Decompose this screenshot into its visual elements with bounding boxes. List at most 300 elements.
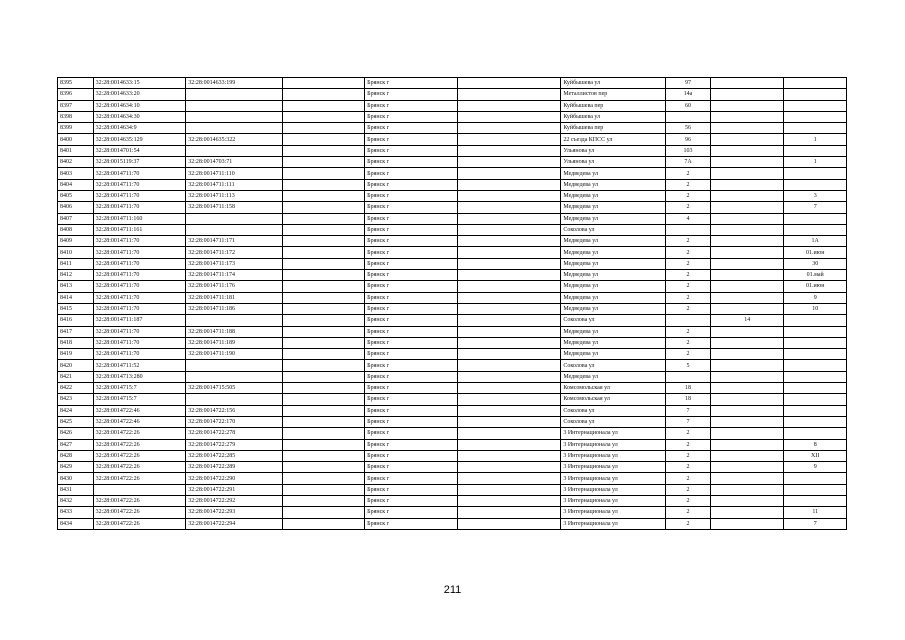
row-number-cell: 8410 xyxy=(58,247,94,258)
empty-cell xyxy=(283,270,365,281)
apartment-cell: 7 xyxy=(784,202,847,213)
building-cell xyxy=(711,134,784,145)
building-cell xyxy=(711,281,784,292)
house-number-cell xyxy=(665,224,710,235)
empty-cell xyxy=(457,134,560,145)
linked-cadastral-number-cell: 32:28:0014722:170 xyxy=(186,416,283,427)
empty-cell xyxy=(283,416,365,427)
city-cell: Брянск г xyxy=(365,416,458,427)
row-number-cell: 8397 xyxy=(58,100,94,111)
linked-cadastral-number-cell: 32:28:0014711:188 xyxy=(186,326,283,337)
apartment-cell xyxy=(784,213,847,224)
house-number-cell: 2 xyxy=(665,439,710,450)
empty-cell xyxy=(457,78,560,89)
building-cell xyxy=(711,145,784,156)
page-number: 211 xyxy=(443,584,462,596)
house-number-cell: 2 xyxy=(665,428,710,439)
building-cell xyxy=(711,100,784,111)
building-cell xyxy=(711,270,784,281)
row-number-cell: 8434 xyxy=(58,518,94,529)
empty-cell xyxy=(457,303,560,314)
empty-cell xyxy=(457,100,560,111)
empty-cell xyxy=(457,89,560,100)
cadastral-number-cell: 32:28:0014722:26 xyxy=(93,495,186,506)
house-number-cell: 7 xyxy=(665,416,710,427)
empty-cell xyxy=(283,495,365,506)
apartment-cell: 9 xyxy=(784,462,847,473)
empty-cell xyxy=(283,168,365,179)
house-number-cell: 4 xyxy=(665,213,710,224)
building-cell xyxy=(711,190,784,201)
linked-cadastral-number-cell: 32:28:0014722:292 xyxy=(186,495,283,506)
table-row xyxy=(58,371,847,382)
apartment-cell: 3 xyxy=(784,190,847,201)
empty-cell xyxy=(457,349,560,360)
empty-cell xyxy=(457,145,560,156)
empty-cell xyxy=(283,145,365,156)
apartment-cell xyxy=(784,326,847,337)
apartment-cell: 1 xyxy=(784,134,847,145)
apartment-cell: 7 xyxy=(784,518,847,529)
empty-cell xyxy=(457,190,560,201)
linked-cadastral-number-cell: 32:28:0014722:285 xyxy=(186,450,283,461)
empty-cell xyxy=(283,213,365,224)
street-cell: Соколова ул xyxy=(561,360,666,371)
cadastral-number-cell: 32:28:0014711:70 xyxy=(93,202,186,213)
linked-cadastral-number-cell xyxy=(186,371,283,382)
empty-cell xyxy=(457,462,560,473)
apartment-cell: 30 xyxy=(784,258,847,269)
empty-cell xyxy=(457,484,560,495)
building-cell xyxy=(711,213,784,224)
linked-cadastral-number-cell xyxy=(186,213,283,224)
cadastral-number-cell: 32:28:0014722:26 xyxy=(93,507,186,518)
building-cell xyxy=(711,179,784,190)
apartment-cell xyxy=(784,405,847,416)
street-cell: Комсомольская ул xyxy=(561,383,666,394)
row-number-cell: 8396 xyxy=(58,89,94,100)
linked-cadastral-number-cell: 32:28:0014722:279 xyxy=(186,439,283,450)
row-number-cell: 8419 xyxy=(58,349,94,360)
empty-cell xyxy=(457,315,560,326)
city-cell: Брянск г xyxy=(365,360,458,371)
street-cell: Куйбышева пер xyxy=(561,123,666,134)
street-cell: 3 Интернационала ул xyxy=(561,473,666,484)
empty-cell xyxy=(457,157,560,168)
city-cell: Брянск г xyxy=(365,202,458,213)
registry-table-body xyxy=(58,78,847,530)
linked-cadastral-number-cell: 32:28:0014722:294 xyxy=(186,518,283,529)
city-cell: Брянск г xyxy=(365,168,458,179)
street-cell: Медведева ул xyxy=(561,371,666,382)
cadastral-number-cell: 32:28:0014722:26 xyxy=(93,473,186,484)
city-cell: Брянск г xyxy=(365,145,458,156)
building-cell xyxy=(711,157,784,168)
street-cell: Медведева ул xyxy=(561,236,666,247)
street-cell: Медведева ул xyxy=(561,258,666,269)
city-cell: Брянск г xyxy=(365,224,458,235)
empty-cell xyxy=(457,111,560,122)
row-number-cell: 8404 xyxy=(58,179,94,190)
city-cell: Брянск г xyxy=(365,394,458,405)
city-cell: Брянск г xyxy=(365,134,458,145)
cadastral-number-cell: 32:28:0014634:10 xyxy=(93,100,186,111)
street-cell: Медведева ул xyxy=(561,190,666,201)
house-number-cell: 2 xyxy=(665,473,710,484)
building-cell xyxy=(711,383,784,394)
apartment-cell: 10 xyxy=(784,303,847,314)
empty-cell xyxy=(457,258,560,269)
empty-cell xyxy=(457,405,560,416)
city-cell: Брянск г xyxy=(365,213,458,224)
apartment-cell xyxy=(784,383,847,394)
building-cell xyxy=(711,473,784,484)
empty-cell xyxy=(457,202,560,213)
table-row xyxy=(58,89,847,100)
building-cell xyxy=(711,292,784,303)
empty-cell xyxy=(283,89,365,100)
house-number-cell: 2 xyxy=(665,247,710,258)
street-cell: 3 Интернационала ул xyxy=(561,462,666,473)
empty-cell xyxy=(283,292,365,303)
cadastral-number-cell: 32:28:0014635:129 xyxy=(93,134,186,145)
cadastral-number-cell: 32:28:0014713:280 xyxy=(93,371,186,382)
linked-cadastral-number-cell: 32:28:0014722:289 xyxy=(186,462,283,473)
house-number-cell: 14а xyxy=(665,89,710,100)
house-number-cell: 2 xyxy=(665,281,710,292)
row-number-cell: 8413 xyxy=(58,281,94,292)
apartment-cell: 01.июн xyxy=(784,281,847,292)
apartment-cell xyxy=(784,111,847,122)
street-cell: Медведева ул xyxy=(561,179,666,190)
table-row xyxy=(58,405,847,416)
table-row xyxy=(58,507,847,518)
city-cell: Брянск г xyxy=(365,383,458,394)
empty-cell xyxy=(457,428,560,439)
street-cell: Соколова ул xyxy=(561,315,666,326)
house-number-cell: 60 xyxy=(665,100,710,111)
empty-cell xyxy=(283,394,365,405)
linked-cadastral-number-cell: 32:28:0014711:186 xyxy=(186,303,283,314)
street-cell: Медведева ул xyxy=(561,247,666,258)
building-cell xyxy=(711,495,784,506)
street-cell: Куйбышева ул xyxy=(561,78,666,89)
apartment-cell xyxy=(784,360,847,371)
linked-cadastral-number-cell: 32:28:0014711:190 xyxy=(186,349,283,360)
linked-cadastral-number-cell: 32:28:0014711:189 xyxy=(186,337,283,348)
city-cell: Брянск г xyxy=(365,236,458,247)
city-cell: Брянск г xyxy=(365,450,458,461)
city-cell: Брянск г xyxy=(365,428,458,439)
table-row xyxy=(58,145,847,156)
apartment-cell: 9 xyxy=(784,292,847,303)
table-row xyxy=(58,394,847,405)
city-cell: Брянск г xyxy=(365,157,458,168)
apartment-cell: 11 xyxy=(784,507,847,518)
street-cell: 3 Интернационала ул xyxy=(561,439,666,450)
empty-cell xyxy=(457,450,560,461)
empty-cell xyxy=(457,439,560,450)
house-number-cell: 2 xyxy=(665,270,710,281)
building-cell xyxy=(711,507,784,518)
table-row xyxy=(58,111,847,122)
linked-cadastral-number-cell xyxy=(186,89,283,100)
linked-cadastral-number-cell: 32:28:0014711:181 xyxy=(186,292,283,303)
apartment-cell xyxy=(784,123,847,134)
house-number-cell: 2 xyxy=(665,292,710,303)
street-cell: Медведева ул xyxy=(561,326,666,337)
table-row xyxy=(58,78,847,89)
house-number-cell: 7А xyxy=(665,157,710,168)
house-number-cell: 18 xyxy=(665,394,710,405)
linked-cadastral-number-cell: 32:28:0014715:505 xyxy=(186,383,283,394)
street-cell: Ульянова ул xyxy=(561,145,666,156)
building-cell: 14 xyxy=(711,315,784,326)
row-number-cell: 8433 xyxy=(58,507,94,518)
table-row xyxy=(58,416,847,427)
empty-cell xyxy=(283,303,365,314)
table-row xyxy=(58,303,847,314)
building-cell xyxy=(711,123,784,134)
apartment-cell xyxy=(784,337,847,348)
house-number-cell: 18 xyxy=(665,383,710,394)
empty-cell xyxy=(283,179,365,190)
table-row xyxy=(58,258,847,269)
table-row xyxy=(58,450,847,461)
city-cell: Брянск г xyxy=(365,462,458,473)
building-cell xyxy=(711,111,784,122)
cadastral-number-cell: 32:28:0014711:161 xyxy=(93,224,186,235)
street-cell: Комсомольская ул xyxy=(561,394,666,405)
street-cell: Медведева ул xyxy=(561,213,666,224)
house-number-cell: 2 xyxy=(665,507,710,518)
apartment-cell xyxy=(784,495,847,506)
building-cell xyxy=(711,224,784,235)
linked-cadastral-number-cell xyxy=(186,145,283,156)
linked-cadastral-number-cell: 32:28:0014722:278 xyxy=(186,428,283,439)
empty-cell xyxy=(457,473,560,484)
city-cell: Брянск г xyxy=(365,326,458,337)
street-cell: Соколова ул xyxy=(561,405,666,416)
row-number-cell: 8406 xyxy=(58,202,94,213)
empty-cell xyxy=(283,224,365,235)
empty-cell xyxy=(457,416,560,427)
row-number-cell: 8408 xyxy=(58,224,94,235)
row-number-cell: 8402 xyxy=(58,157,94,168)
building-cell xyxy=(711,428,784,439)
table-row xyxy=(58,462,847,473)
empty-cell xyxy=(283,157,365,168)
apartment-cell xyxy=(784,89,847,100)
linked-cadastral-number-cell: 32:28:0014711:172 xyxy=(186,247,283,258)
city-cell: Брянск г xyxy=(365,78,458,89)
apartment-cell: 1А xyxy=(784,236,847,247)
building-cell xyxy=(711,303,784,314)
street-cell: Ульянова ул xyxy=(561,157,666,168)
table-row xyxy=(58,100,847,111)
street-cell: 3 Интернационала ул xyxy=(561,518,666,529)
cadastral-number-cell: 32:28:0014711:70 xyxy=(93,337,186,348)
street-cell: Куйбышева пер xyxy=(561,100,666,111)
cadastral-number-cell: 32:28:0014633:15 xyxy=(93,78,186,89)
city-cell: Брянск г xyxy=(365,270,458,281)
linked-cadastral-number-cell: 32:28:0014703:71 xyxy=(186,157,283,168)
house-number-cell: 2 xyxy=(665,484,710,495)
cadastral-number-cell: 32:28:0014722:26 xyxy=(93,439,186,450)
city-cell: Брянск г xyxy=(365,507,458,518)
street-cell: 3 Интернационала ул xyxy=(561,495,666,506)
table-row xyxy=(58,236,847,247)
building-cell xyxy=(711,416,784,427)
empty-cell xyxy=(283,484,365,495)
linked-cadastral-number-cell: 32:28:0014711:171 xyxy=(186,236,283,247)
house-number-cell: 2 xyxy=(665,495,710,506)
building-cell xyxy=(711,394,784,405)
empty-cell xyxy=(457,292,560,303)
building-cell xyxy=(711,78,784,89)
apartment-cell xyxy=(784,416,847,427)
linked-cadastral-number-cell: 32:28:0014711:111 xyxy=(186,179,283,190)
city-cell: Брянск г xyxy=(365,190,458,201)
row-number-cell: 8421 xyxy=(58,371,94,382)
building-cell xyxy=(711,247,784,258)
empty-cell xyxy=(457,495,560,506)
empty-cell xyxy=(283,337,365,348)
cadastral-number-cell: 32:28:0014722:46 xyxy=(93,416,186,427)
cadastral-number-cell: 32:28:0014634:30 xyxy=(93,111,186,122)
house-number-cell xyxy=(665,371,710,382)
building-cell xyxy=(711,202,784,213)
city-cell: Брянск г xyxy=(365,100,458,111)
city-cell: Брянск г xyxy=(365,258,458,269)
city-cell: Брянск г xyxy=(365,292,458,303)
linked-cadastral-number-cell: 32:28:0014722:290 xyxy=(186,473,283,484)
linked-cadastral-number-cell: 32:28:0014722:293 xyxy=(186,507,283,518)
street-cell: 22 съезда КПСС ул xyxy=(561,134,666,145)
empty-cell xyxy=(457,179,560,190)
cadastral-number-cell: 32:28:0014711:70 xyxy=(93,326,186,337)
linked-cadastral-number-cell xyxy=(186,100,283,111)
cadastral-number-cell: 32:28:0014722:26 xyxy=(93,428,186,439)
apartment-cell xyxy=(784,224,847,235)
city-cell: Брянск г xyxy=(365,405,458,416)
row-number-cell: 8424 xyxy=(58,405,94,416)
table-row xyxy=(58,134,847,145)
table-row xyxy=(58,157,847,168)
house-number-cell: 56 xyxy=(665,123,710,134)
linked-cadastral-number-cell: 32:28:0014711:173 xyxy=(186,258,283,269)
table-row xyxy=(58,495,847,506)
empty-cell xyxy=(457,247,560,258)
house-number-cell: 96 xyxy=(665,134,710,145)
cadastral-number-cell: 32:28:0014711:70 xyxy=(93,270,186,281)
house-number-cell: 2 xyxy=(665,179,710,190)
street-cell: Медведева ул xyxy=(561,292,666,303)
table-row xyxy=(58,349,847,360)
empty-cell xyxy=(283,518,365,529)
building-cell xyxy=(711,258,784,269)
linked-cadastral-number-cell xyxy=(186,394,283,405)
table-row xyxy=(58,518,847,529)
row-number-cell: 8425 xyxy=(58,416,94,427)
house-number-cell: 2 xyxy=(665,462,710,473)
row-number-cell: 8415 xyxy=(58,303,94,314)
empty-cell xyxy=(283,371,365,382)
cadastral-number-cell: 32:28:0015119:37 xyxy=(93,157,186,168)
row-number-cell: 8407 xyxy=(58,213,94,224)
empty-cell xyxy=(457,213,560,224)
apartment-cell xyxy=(784,473,847,484)
linked-cadastral-number-cell: 32:28:0014711:174 xyxy=(186,270,283,281)
registry-table xyxy=(57,77,847,530)
empty-cell xyxy=(457,123,560,134)
empty-cell xyxy=(283,315,365,326)
cadastral-number-cell: 32:28:0014711:70 xyxy=(93,292,186,303)
empty-cell xyxy=(457,270,560,281)
empty-cell xyxy=(457,507,560,518)
cadastral-number-cell: 32:28:0014715:7 xyxy=(93,394,186,405)
linked-cadastral-number-cell: 32:28:0014722:291 xyxy=(186,484,283,495)
table-row xyxy=(58,190,847,201)
empty-cell xyxy=(457,281,560,292)
row-number-cell: 8400 xyxy=(58,134,94,145)
linked-cadastral-number-cell: 32:28:0014711:110 xyxy=(186,168,283,179)
row-number-cell: 8431 xyxy=(58,484,94,495)
table-row xyxy=(58,202,847,213)
empty-cell xyxy=(457,168,560,179)
cadastral-number-cell: 32:28:0014711:187 xyxy=(93,315,186,326)
empty-cell xyxy=(283,360,365,371)
cadastral-number-cell: 32:28:0014711:70 xyxy=(93,281,186,292)
row-number-cell: 8399 xyxy=(58,123,94,134)
empty-cell xyxy=(283,383,365,394)
cadastral-number-cell: 32:28:0014711:160 xyxy=(93,213,186,224)
empty-cell xyxy=(283,428,365,439)
street-cell: 3 Интернационала ул xyxy=(561,507,666,518)
house-number-cell: 7 xyxy=(665,405,710,416)
row-number-cell: 8409 xyxy=(58,236,94,247)
linked-cadastral-number-cell: 32:28:0014711:158 xyxy=(186,202,283,213)
building-cell xyxy=(711,371,784,382)
cadastral-number-cell: 32:28:0014722:26 xyxy=(93,518,186,529)
empty-cell xyxy=(457,518,560,529)
city-cell: Брянск г xyxy=(365,89,458,100)
apartment-cell xyxy=(784,78,847,89)
apartment-cell: 1 xyxy=(784,157,847,168)
table-row xyxy=(58,383,847,394)
row-number-cell: 8418 xyxy=(58,337,94,348)
city-cell: Брянск г xyxy=(365,473,458,484)
linked-cadastral-number-cell: 32:28:0014711:176 xyxy=(186,281,283,292)
linked-cadastral-number-cell xyxy=(186,315,283,326)
building-cell xyxy=(711,462,784,473)
empty-cell xyxy=(283,405,365,416)
empty-cell xyxy=(457,236,560,247)
row-number-cell: 8401 xyxy=(58,145,94,156)
building-cell xyxy=(711,484,784,495)
table-row xyxy=(58,473,847,484)
building-cell xyxy=(711,236,784,247)
cadastral-number-cell: 32:28:0014711:70 xyxy=(93,247,186,258)
linked-cadastral-number-cell xyxy=(186,360,283,371)
empty-cell xyxy=(283,190,365,201)
linked-cadastral-number-cell xyxy=(186,111,283,122)
empty-cell xyxy=(457,360,560,371)
table-row xyxy=(58,439,847,450)
building-cell xyxy=(711,168,784,179)
house-number-cell: 2 xyxy=(665,518,710,529)
table-row xyxy=(58,292,847,303)
